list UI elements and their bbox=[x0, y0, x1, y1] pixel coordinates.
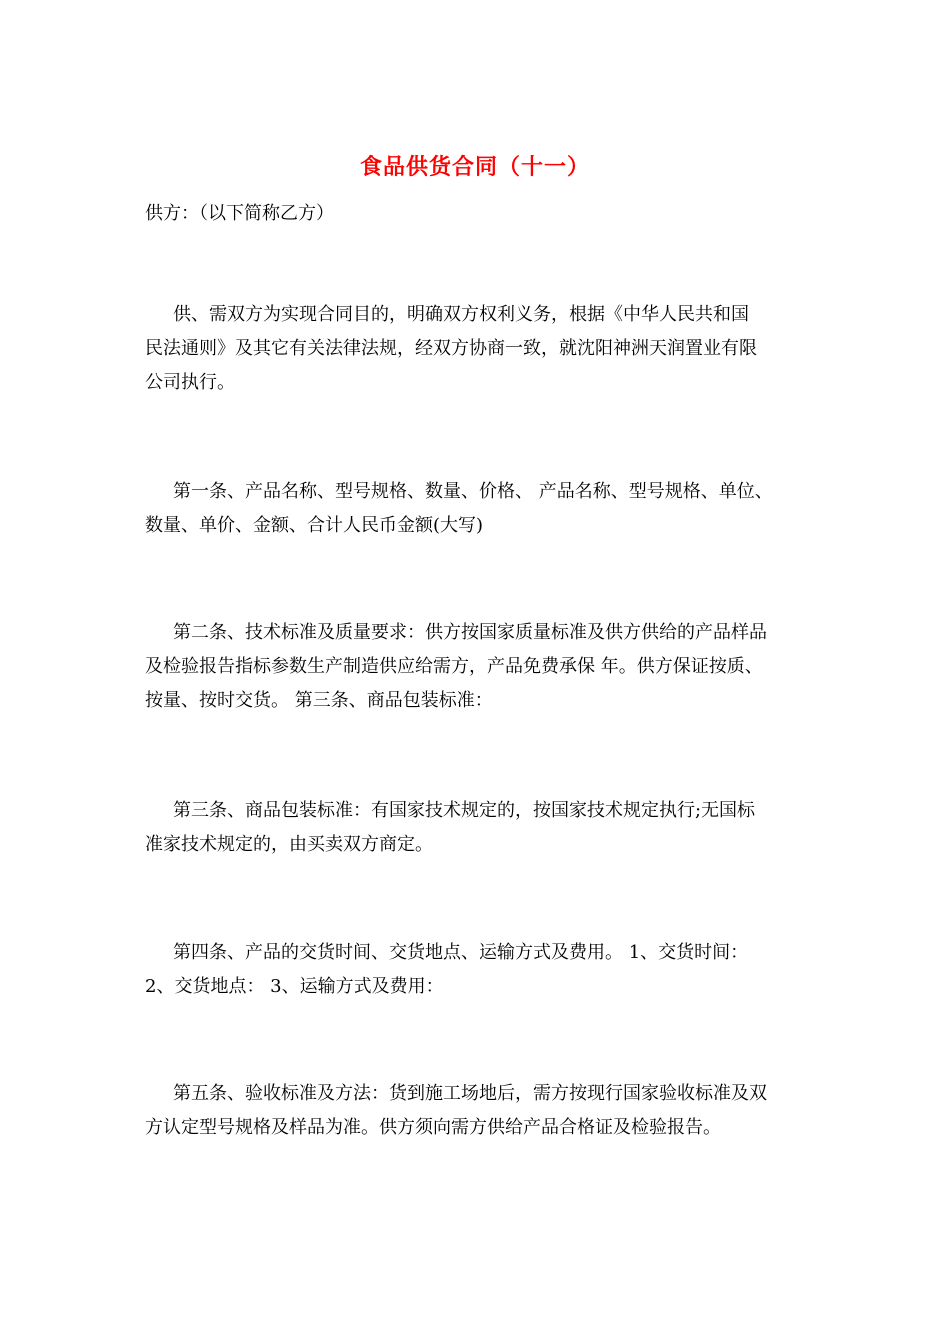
paragraph-line: 及检验报告指标参数生产制造供应给需方，产品免费承保 年。供方保证按质、 bbox=[145, 656, 763, 677]
paragraph-line: 第二条、技术标准及质量要求：供方按国家质量标准及供方供给的产品样品 bbox=[173, 622, 767, 643]
paragraph-article-5 bbox=[145, 1077, 810, 1145]
paragraph-article-2 bbox=[145, 616, 810, 718]
document-title: 食品供货合同（十一） bbox=[359, 154, 590, 180]
paragraph-line: 准家技术规定的，由买卖双方商定。 bbox=[145, 834, 433, 855]
paragraph-line: 第一条、产品名称、型号规格、数量、价格、 产品名称、型号规格、单位、 bbox=[173, 481, 773, 502]
paragraph-article-4 bbox=[145, 936, 810, 1004]
paragraph-line: 公司执行。 bbox=[145, 372, 235, 393]
paragraph-preamble bbox=[145, 298, 810, 400]
paragraph-line: 第四条、产品的交货时间、交货地点、运输方式及费用。 1、交货时间： bbox=[173, 942, 749, 963]
supplier-line: 供方：（以下简称乙方） bbox=[145, 203, 334, 224]
paragraph-line: 按量、按时交货。 第三条、商品包装标准： bbox=[145, 690, 493, 711]
paragraph-line: 2、交货地点： 3、运输方式及费用： bbox=[145, 976, 444, 997]
paragraph-line: 第五条、验收标准及方法：货到施工场地后，需方按现行国家验收标准及双 bbox=[173, 1083, 767, 1104]
paragraph-article-3 bbox=[145, 794, 810, 862]
paragraph-line: 方认定型号规格及样品为准。供方须向需方供给产品合格证及检验报告。 bbox=[145, 1117, 721, 1138]
paragraph-line: 民法通则》及其它有关法律法规，经双方协商一致，就沈阳神洲天润置业有限 bbox=[145, 338, 757, 359]
paragraph-line: 数量、单价、金额、合计人民币金额(大写) bbox=[145, 515, 484, 536]
paragraph-line: 供、需双方为实现合同目的，明确双方权利义务，根据《中华人民共和国 bbox=[173, 304, 749, 325]
paragraph-line: 第三条、商品包装标准：有国家技术规定的，按国家技术规定执行;无国标 bbox=[173, 800, 756, 821]
paragraph-article-1 bbox=[145, 475, 810, 543]
